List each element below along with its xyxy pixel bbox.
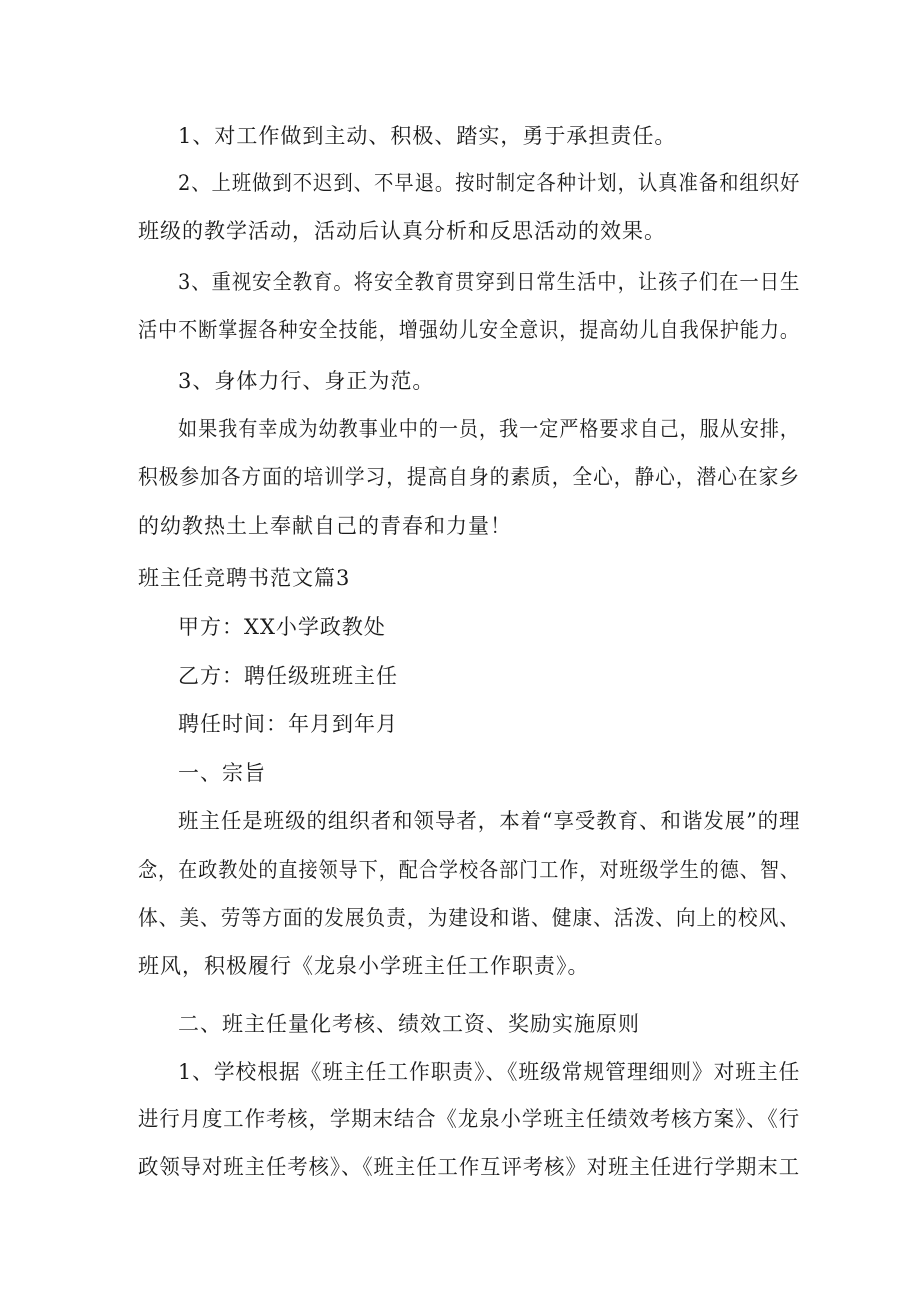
text-line: 1、对工作做到主动、积极、踏实，勇于承担责任。 — [178, 124, 677, 148]
text-line: 班主任是班级的组织者和领导者，本着“享受教育、和谐发展”的理 — [178, 809, 801, 833]
text-line: 的幼教热土上奉献自己的青春和力量！ — [138, 514, 512, 538]
text-line: 一、宗旨 — [178, 761, 266, 785]
text-line: 1、学校根据《班主任工作职责》、《班级常规管理细则》对班主任 — [178, 1060, 801, 1084]
text-line: 聘任时间：年月到年月 — [178, 712, 398, 736]
text-line: 二、班主任量化考核、绩效工资、奖励实施原则 — [178, 1012, 640, 1036]
text-line: 甲方：XX小学政教处 — [178, 615, 386, 639]
text-line: 3、身体力行、身正为范。 — [178, 369, 435, 393]
text-line: 2、上班做到不迟到、不早退。按时制定各种计划，认真准备和组织好 — [178, 171, 801, 195]
text-line: 班级的教学活动，活动后认真分析和反思活动的效果。 — [138, 219, 666, 243]
text-line: 念，在政教处的直接领导下，配合学校各部门工作，对班级学生的德、智、 — [138, 858, 800, 882]
text-line: 活中不断掌握各种安全技能，增强幼儿安全意识，提高幼儿自我保护能力。 — [138, 318, 800, 342]
text-line: 体、美、劳等方面的发展负责，为建设和谐、健康、活泼、向上的校风、 — [138, 906, 800, 930]
text-line: 班风，积极履行《龙泉小学班主任工作职责》。 — [138, 954, 590, 978]
text-line: 如果我有幸成为幼教事业中的一员，我一定严格要求自己，服从安排， — [178, 417, 800, 441]
section-heading: 班主任竞聘书范文篇3 — [138, 566, 351, 590]
text-line: 进行月度工作考核，学期末结合《龙泉小学班主任绩效考核方案》、《行 — [138, 1107, 801, 1131]
text-line: 乙方：聘任级班班主任 — [178, 664, 398, 688]
text-line: 3、重视安全教育。将安全教育贯穿到日常生活中，让孩子们在一日生 — [178, 270, 801, 294]
text-line: 积极参加各方面的培训学习，提高自身的素质，全心，静心，潜心在家乡 — [138, 465, 800, 489]
text-line: 政领导对班主任考核》、《班主任工作互评考核》对班主任进行学期末工 — [138, 1155, 801, 1179]
